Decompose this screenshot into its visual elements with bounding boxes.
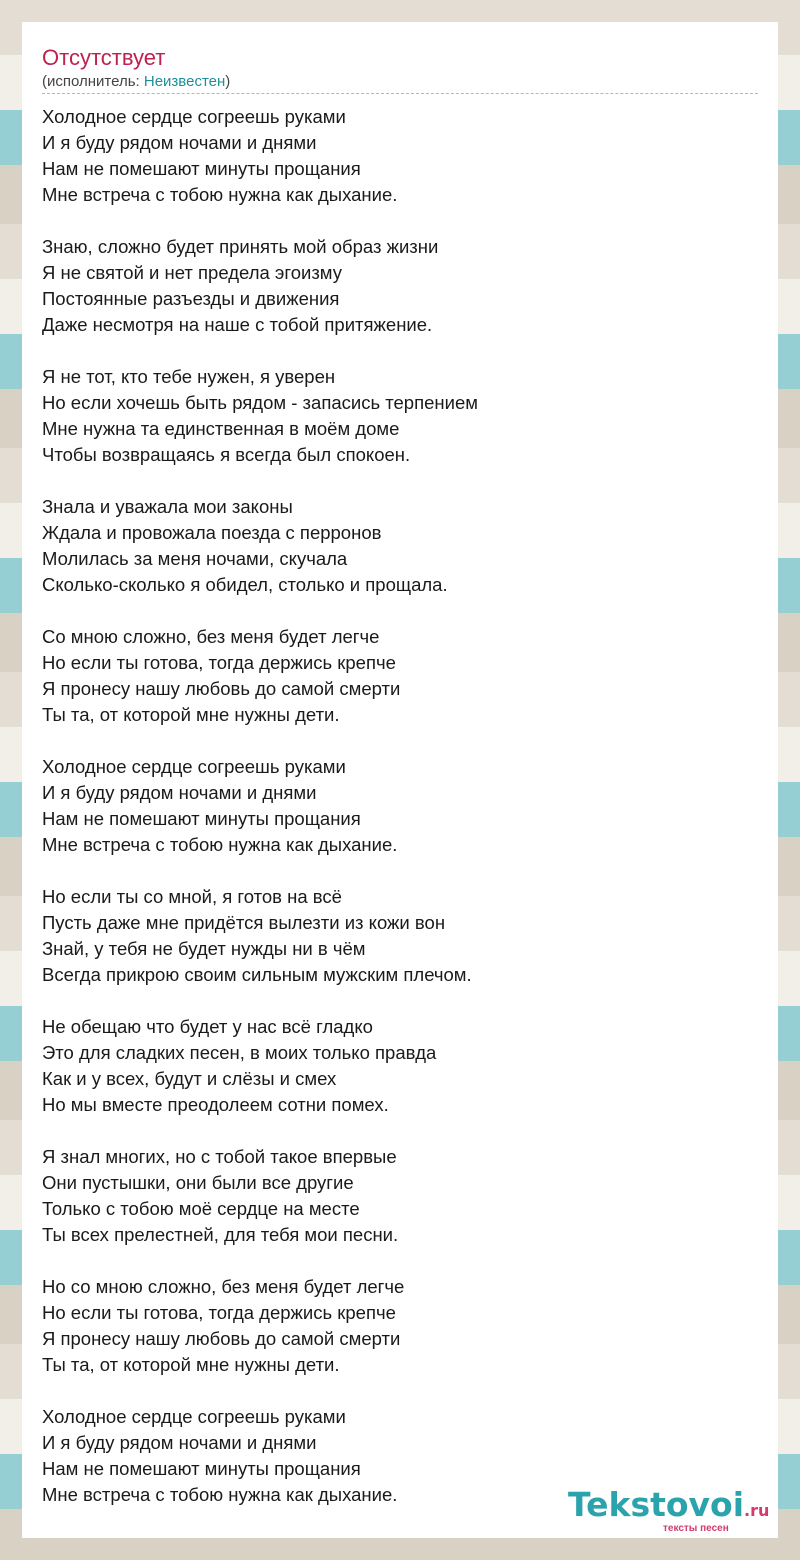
lyric-line: Мне встреча с тобою нужна как дыхание. <box>42 184 398 205</box>
logo-tld: .ru <box>744 1501 770 1520</box>
lyric-line: Это для сладких песен, в моих только правда <box>42 1042 437 1063</box>
lyric-line: Но со мною сложно, без меня будет легче <box>42 1276 405 1297</box>
lyric-line: И я буду рядом ночами и днями <box>42 782 317 803</box>
site-logo[interactable] <box>568 1485 773 1534</box>
logo-name: Tekstovoi <box>568 1485 745 1524</box>
artist-line <box>42 72 230 92</box>
lyric-line: Даже несмотря на наше с тобой притяжение. <box>42 314 433 335</box>
lyric-line: Но если ты готова, тогда держись крепче <box>42 1302 396 1323</box>
lyric-line: Не обещаю что будет у нас всё гладко <box>42 1016 373 1037</box>
lyric-line: Знаю, сложно будет принять мой образ жизни <box>42 236 439 257</box>
lyrics-stanza <box>42 494 742 598</box>
lyric-line: Нам не помешают минуты прощания <box>42 808 361 829</box>
artist-link[interactable]: Неизвестен <box>143 73 226 90</box>
lyrics-stanza <box>42 364 742 468</box>
lyric-line: Знай, у тебя не будет нужды ни в чём <box>42 938 366 959</box>
lyric-line: Со мною сложно, без меня будет легче <box>42 626 380 647</box>
lyric-line: Холодное сердце согреешь руками <box>42 106 346 127</box>
lyrics-stanza <box>42 624 742 728</box>
lyric-line: Мне встреча с тобою нужна как дыхание. <box>42 1484 398 1505</box>
lyrics-stanza <box>42 884 742 988</box>
lyric-line: Я не святой и нет предела эгоизму <box>42 262 342 283</box>
lyric-line: Мне встреча с тобою нужна как дыхание. <box>42 834 398 855</box>
lyric-line: Но если хочешь быть рядом - запасись терпением <box>42 392 478 413</box>
lyric-line: Я пронесу нашу любовь до самой смерти <box>42 1328 401 1349</box>
lyric-line: Всегда прикрою своим сильным мужским плечом. <box>42 964 472 985</box>
lyrics-stanza <box>42 1014 742 1118</box>
song-title: Отсутствует <box>42 45 166 70</box>
artist-suffix: ) <box>225 73 231 90</box>
lyrics-body <box>42 104 745 1534</box>
artist-prefix: (исполнитель: <box>42 73 144 90</box>
lyric-line: Я пронесу нашу любовь до самой смерти <box>42 678 401 699</box>
lyric-line: И я буду рядом ночами и днями <box>42 1432 317 1453</box>
lyric-line: Чтобы возвращаясь я всегда был спокоен. <box>42 444 411 465</box>
title-divider <box>42 93 758 94</box>
lyric-line: Ты та, от которой мне нужны дети. <box>42 704 340 725</box>
lyric-line: Они пустышки, они были все другие <box>42 1172 354 1193</box>
lyric-line: И я буду рядом ночами и днями <box>42 132 317 153</box>
lyric-line: Я знал многих, но с тобой такое впервые <box>42 1146 397 1167</box>
lyrics-stanza <box>42 104 742 208</box>
lyric-line: Холодное сердце согреешь руками <box>42 756 346 777</box>
lyric-line: Холодное сердце согреешь руками <box>42 1406 346 1427</box>
lyric-line: Ждала и провожала поезда с перронов <box>42 522 382 543</box>
lyric-line: Но если ты со мной, я готов на всё <box>42 886 342 907</box>
lyrics-stanza <box>42 1144 742 1248</box>
lyric-line: Пусть даже мне придётся вылезти из кожи вон <box>42 912 446 933</box>
lyric-line: Ты всех прелестней, для тебя мои песни. <box>42 1224 399 1245</box>
lyric-line: Но если ты готова, тогда держись крепче <box>42 652 396 673</box>
lyric-line: Как и у всех, будут и слёзы и смех <box>42 1068 337 1089</box>
lyric-line: Нам не помешают минуты прощания <box>42 158 361 179</box>
lyrics-stanza <box>42 1274 742 1378</box>
lyric-line: Молилась за меня ночами, скучала <box>42 548 348 569</box>
lyric-line: Сколько-сколько я обидел, столько и прощала. <box>42 574 448 595</box>
lyric-line: Только с тобою моё сердце на месте <box>42 1198 360 1219</box>
lyrics-card <box>22 22 778 1538</box>
logo-tagline: тексты песен <box>663 1523 729 1534</box>
lyric-line: Я не тот, кто тебе нужен, я уверен <box>42 366 336 387</box>
lyric-line: Постоянные разъезды и движения <box>42 288 340 309</box>
lyric-line: Нам не помешают минуты прощания <box>42 1458 361 1479</box>
lyrics-stanza <box>42 754 742 858</box>
lyric-line: Ты та, от которой мне нужны дети. <box>42 1354 340 1375</box>
lyrics-stanza <box>42 234 742 338</box>
lyric-line: Но мы вместе преодолеем сотни помех. <box>42 1094 389 1115</box>
lyric-line: Мне нужна та единственная в моём доме <box>42 418 400 439</box>
lyric-line: Знала и уважала мои законы <box>42 496 293 517</box>
